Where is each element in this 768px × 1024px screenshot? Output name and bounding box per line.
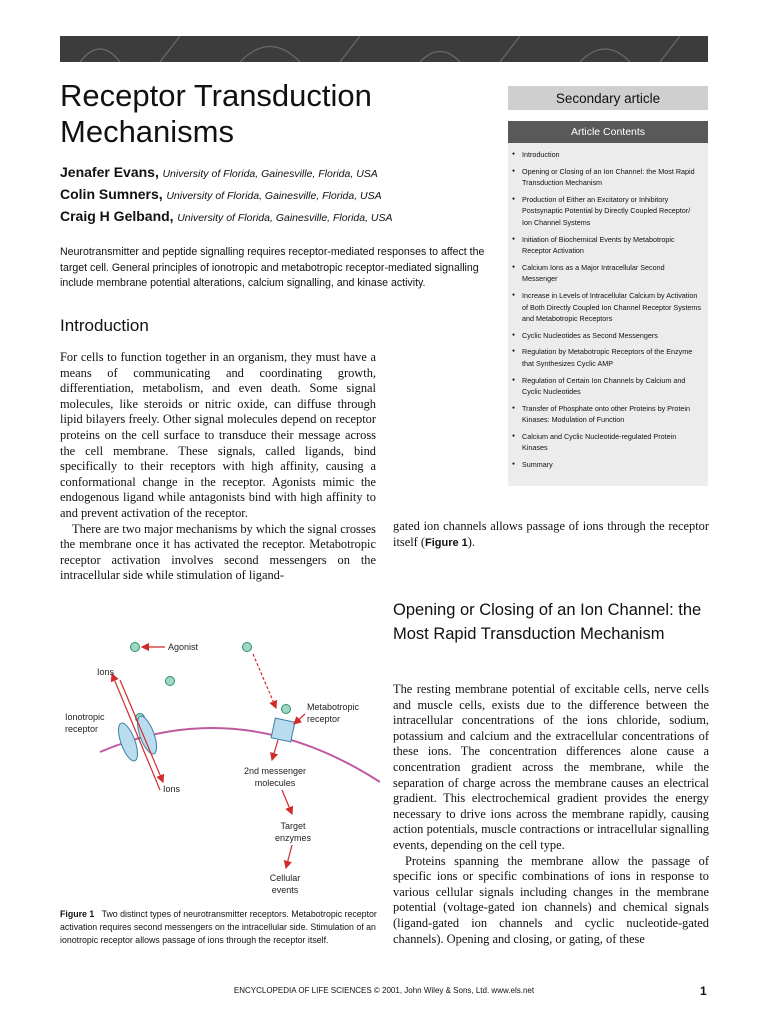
contents-item[interactable]: ● Transfer of Phosphate onto other Proteins by Protein Kinases: Modulation of Function <box>512 403 702 426</box>
agonist-molecule <box>166 677 175 686</box>
label-metabotropic: Metabotropic <box>307 702 360 712</box>
contents-item[interactable]: ● Increase in Levels of Intracellular Calcium by Activation of Both Directly Coupled Ion Channel Receptor Systems and Metabotropic Receptors <box>512 290 702 325</box>
article-title: Receptor Transduction Mechanisms <box>60 78 372 149</box>
section2-paragraph-2: Proteins spanning the membrane allow the passage of specific ions or specific combinations of ions in response to various cellular signals including changes in the membrane potential (voltage-gated ion channels) and chemical signals (ligand-gated ion channels and cyclic nucleotide-gated channels). Opening and closing, or gating, of these <box>393 853 709 946</box>
figure-1-diagram <box>60 632 380 902</box>
page-number: 1 <box>700 984 707 998</box>
target-enzymes-arrow <box>282 790 292 814</box>
figure-caption <box>60 908 378 947</box>
article-contents-box <box>508 121 708 486</box>
second-messenger-arrow <box>272 740 278 760</box>
section-heading-ion-channel: Opening or Closing of an Ion Channel: the Most Rapid Transduction Mechanism <box>393 601 702 643</box>
author-affiliation: University of Florida, Gainesville, Florida, USA <box>166 190 382 202</box>
author-line <box>60 164 378 180</box>
contents-item[interactable]: ● Opening or Closing of an Ion Channel: the Most Rapid Transduction Mechanism <box>512 166 702 189</box>
decorative-pattern <box>60 36 708 62</box>
agonist-molecule <box>131 643 140 652</box>
contents-item[interactable]: ● Summary <box>512 459 702 471</box>
label-enzymes: enzymes <box>274 833 312 843</box>
metabotropic-receptor <box>271 718 295 742</box>
contents-heading: Article Contents <box>508 121 708 143</box>
contents-item[interactable]: ● Regulation by Metabotropic Receptors of the Enzyme that Synthesizes Cyclic AMP <box>512 346 702 369</box>
author-name: Colin Sumners, <box>60 186 163 202</box>
intro-continued-end: ). <box>467 534 476 549</box>
label-target: Target <box>280 821 306 831</box>
label-ionotropic-receptor: receptor <box>65 724 99 734</box>
label-ions-bottom: Ions <box>163 784 181 794</box>
contents-item[interactable]: ● Regulation of Certain Ion Channels by Calcium and Cyclic Nucleotides <box>512 375 702 398</box>
contents-item[interactable]: ● Calcium Ions as a Major Intracellular Second Messenger <box>512 262 702 285</box>
author-affiliation: University of Florida, Gainesville, Florida, USA <box>162 168 378 180</box>
label-agonist: Agonist <box>168 642 199 652</box>
contents-item[interactable]: ● Calcium and Cyclic Nucleotide-regulated Protein Kinases <box>512 431 702 454</box>
intro-paragraph-2: There are two major mechanisms by which the signal crosses the membrane once it has activated the receptor. Metabotropic receptor activation involves second messengers on the intracellular side while stimulation of ligand- <box>60 521 376 583</box>
agonist-molecule <box>282 705 291 714</box>
page-footer: ENCYCLOPEDIA OF LIFE SCIENCES © 2001, John Wiley & Sons, Ltd. www.els.net <box>233 986 535 995</box>
agonist-molecule <box>243 643 252 652</box>
label-second-messenger: 2nd messenger <box>243 766 307 776</box>
intro-continued-text: gated ion channels allows passage of ions through the receptor itself ( <box>393 519 709 549</box>
contents-item[interactable]: ● Production of Either an Excitatory or Inhibitory Postsynaptic Potential by Directly Coupled Receptor/ Ion Channel Systems <box>512 194 702 229</box>
ligand-approach-arrow <box>253 654 276 708</box>
author-line <box>60 208 393 224</box>
section2-paragraph-1: The resting membrane potential of excitable cells, nerve cells and muscle cells, exists due to the difference between the intracellular concentrations of the ions chloride, sodium, potassium and calcium and the extracellular concentrations of these ions. The concentration differences alone cause a concentration gradient across the membrane, while the separation of charge across the membrane causes an electrical gradient. This electrochemical gradient provides the energy necessary to drive ions across the membrane rapidly, causing action potentials, muscle contractions or intracellular signalling events, depending on the cell type. <box>393 682 709 852</box>
contents-item[interactable]: ● Cyclic Nucleotides as Second Messengers <box>512 330 702 342</box>
contents-item[interactable]: ● Introduction <box>512 149 702 161</box>
abstract: Neurotransmitter and peptide signalling requires receptor-mediated responses to affect the target cell. General principles of ionotropic and metabotropic receptor-mediated signalling include membrane potential alterations, calcium signalling, and kinase activity. <box>60 246 485 289</box>
receptor-pointer-arrow <box>294 714 305 724</box>
label-cellular: Cellular <box>269 873 301 883</box>
author-name: Craig H Gelband, <box>60 208 174 224</box>
cellular-events-arrow <box>286 845 292 868</box>
figure-caption-text: Two distinct types of neurotransmitter receptors. Metabotropic receptor activation requires second messengers on the intracellular side. Stimulation of an ionotropic receptor allows passage of ions through the receptor itself. <box>60 909 377 945</box>
intro-paragraph-1: For cells to function together in an organism, they must have a means of communicating and coordinating growth, differentiation, metabolism, and even death. Some signal molecules, like steroids or nitric oxide, can diffuse through lipid bilayers freely. Other signal molecules depend on receptor proteins on the cell surface to transduce their message across the cell membrane. These signals, called ligands, bind specifically to their receptors with high affinity, causing a conformational change in the receptor. Agonists mimic the endogenous ligand while antagonists bind with high affinity to and prevent activation of the receptor. <box>60 350 376 520</box>
label-molecules: molecules <box>254 778 296 788</box>
label-ions-top: Ions <box>97 667 115 677</box>
label-ionotropic: Ionotropic <box>65 712 105 722</box>
label-metabotropic-receptor: receptor <box>307 714 341 724</box>
author-name: Jenafer Evans, <box>60 164 159 180</box>
section-heading-introduction: Introduction <box>60 316 149 335</box>
left-column-text <box>60 350 376 584</box>
header-decorative-bar <box>60 36 708 62</box>
label-events: events <box>271 885 299 895</box>
figure-reference-link[interactable]: Figure 1 <box>425 536 468 549</box>
contents-list <box>508 143 708 471</box>
author-affiliation: University of Florida, Gainesville, Florida, USA <box>177 212 393 224</box>
author-line <box>60 186 382 202</box>
right-column-text <box>393 682 709 947</box>
article-type-badge: Secondary article <box>508 86 708 110</box>
figure-caption-label: Figure 1 <box>60 909 95 919</box>
contents-item[interactable]: ● Initiation of Biochemical Events by Metabotropic Receptor Activation <box>512 234 702 257</box>
intro-continued <box>393 519 709 551</box>
